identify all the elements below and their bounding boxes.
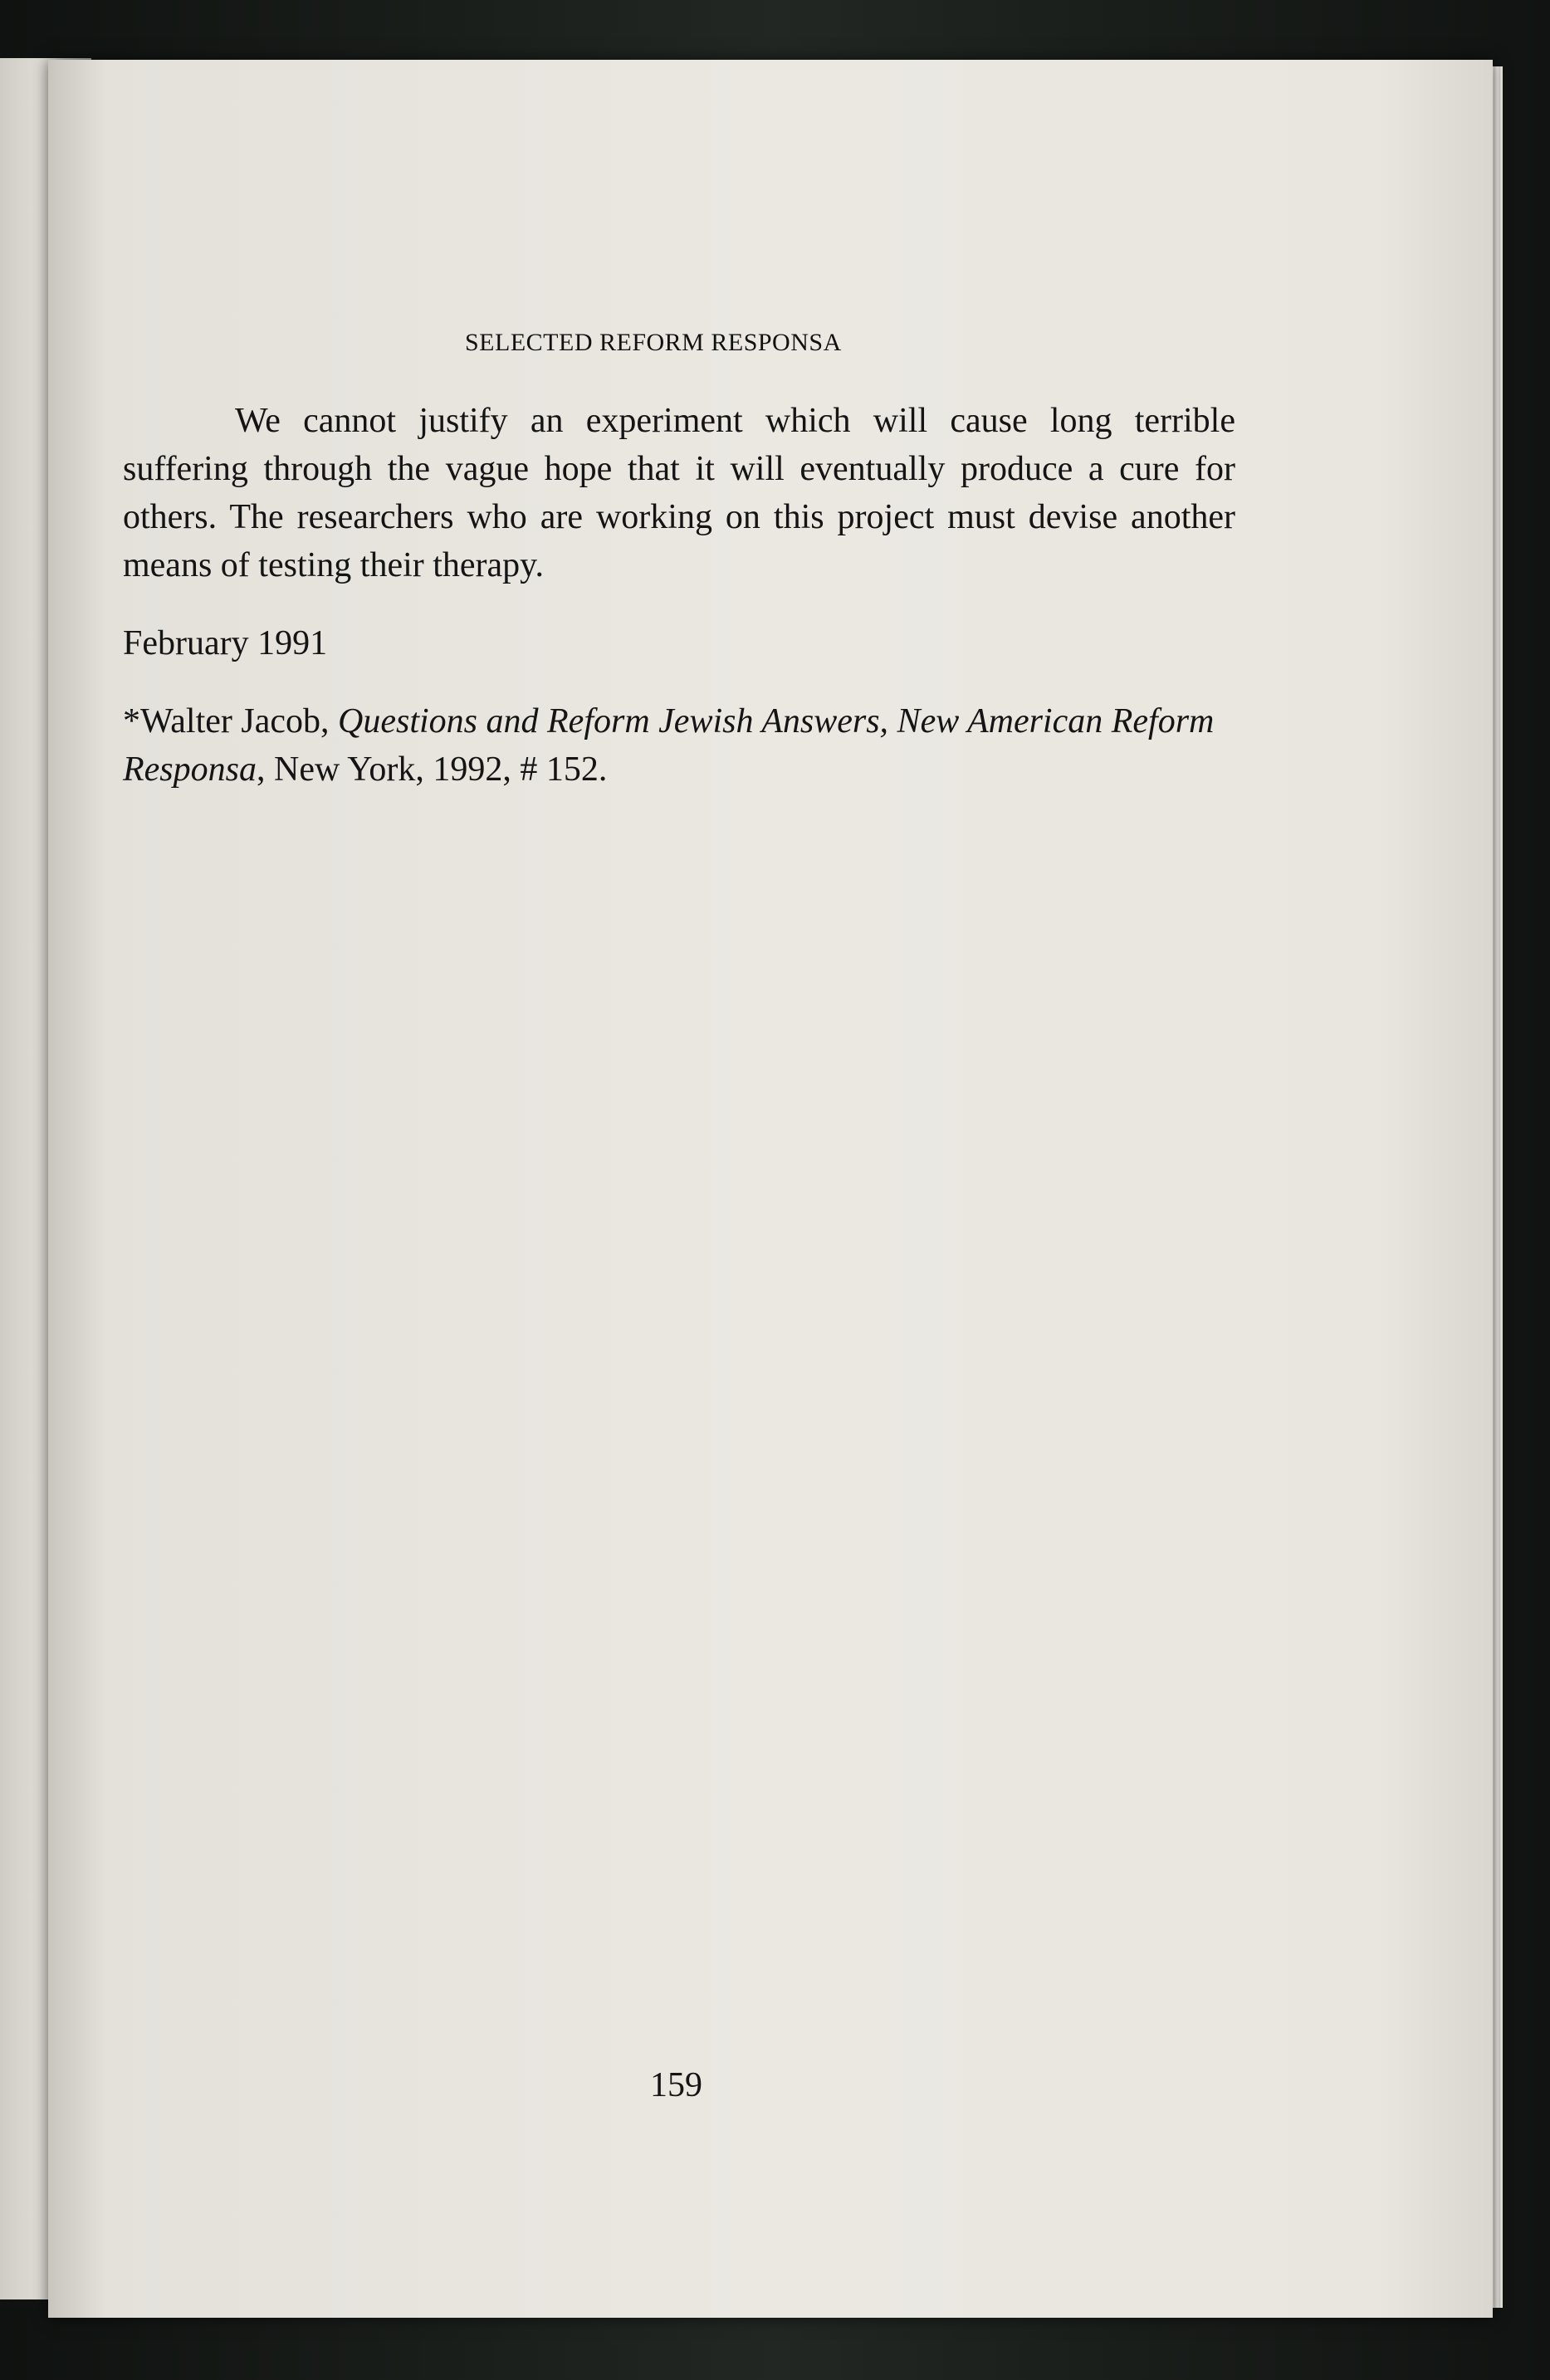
- date-line: February 1991: [123, 624, 328, 662]
- body-paragraph: We cannot justify an experiment which will cause long terrible suffering through the vague hope that it will eventually produce a cure for others. The researchers who are working on this project must devise another means of testing their therapy.: [123, 402, 1235, 584]
- footnote-title: Questions and Reform Jewish Answers, New American Reform Responsa: [123, 702, 1215, 789]
- page-number: 159: [650, 2066, 702, 2104]
- footnote: [123, 697, 1235, 794]
- footnote-details: , New York, 1992, # 152.: [257, 750, 608, 789]
- running-head: SELECTED REFORM RESPONSA: [465, 329, 842, 356]
- footnote-author: *Walter Jacob,: [123, 702, 339, 740]
- text-block: [123, 397, 1235, 794]
